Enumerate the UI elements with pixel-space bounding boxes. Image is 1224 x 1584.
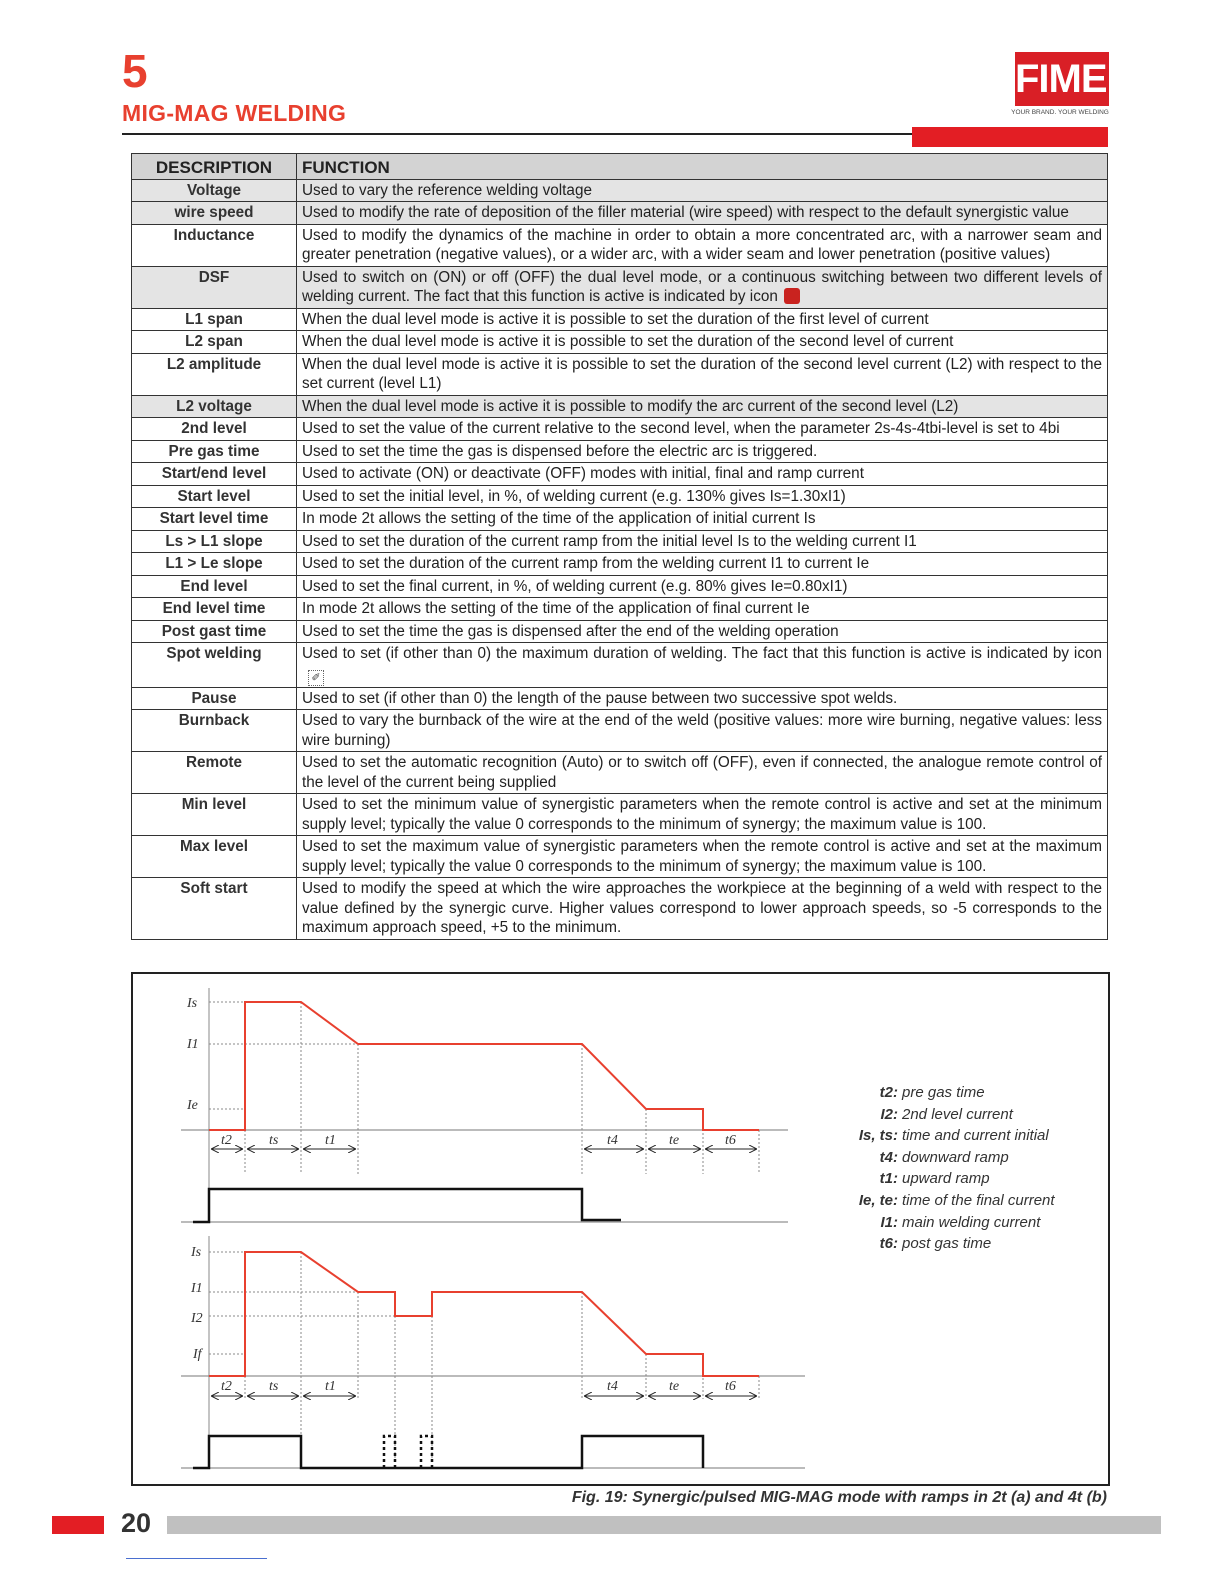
row-function: When the dual level mode is active it is possible to modify the arc current of the second level (L2) [297,395,1108,418]
footer-line [126,1558,267,1559]
label-te-bottom: te [669,1379,680,1394]
footer-gray-bar [167,1516,1161,1534]
row-description: Start/end level [132,463,297,486]
row-description: Burnback [132,710,297,752]
chapter-number: 5 [122,45,148,97]
legend-item: t2: pre gas time [879,1084,985,1101]
row-function: Used to set the time the gas is dispensed before the electric arc is triggered. [297,440,1108,463]
row-description: Max level [132,836,297,878]
row-function: When the dual level mode is active it is possible to set the duration of the first level of current [297,308,1108,331]
row-description: Start level [132,485,297,508]
row-description: L1 > Le slope [132,553,297,576]
legend-item: t4: downward ramp [879,1148,1009,1166]
label-i1-top: I1 [187,1037,199,1052]
legend-item: I2: 2nd level current [880,1105,1013,1123]
trigger-pulse-dashed-1 [384,1436,395,1468]
row-description: 2nd level [132,418,297,441]
label-if-bottom: If [193,1347,202,1362]
label-t4-bottom: t4 [607,1379,618,1394]
row-description: L2 span [132,331,297,354]
table-row [132,224,1108,266]
row-function-text: Used to switch on (ON) or off (OFF) the dual level mode, or a continuous switching between two different levels of welding current. The fact that this function is active is indicated by icon [302,268,1102,305]
label-is-bottom: Is [191,1245,202,1260]
table-row [132,308,1108,331]
row-function [297,643,1108,688]
table-row [132,553,1108,576]
spot-welding-icon: ✐ [308,670,324,686]
table-row [132,353,1108,395]
row-description: wire speed [132,202,297,225]
label-i2-bottom: I2 [191,1311,203,1326]
label-t4-top: t4 [607,1133,618,1148]
header-red-bar [912,127,1108,147]
row-function: When the dual level mode is active it is possible to set the duration of the second level of current [297,331,1108,354]
table-row [132,598,1108,621]
label-is-top: Is [187,996,198,1011]
figure-caption: Fig. 19: Synergic/pulsed MIG-MAG mode with ramps in 2t (a) and 4t (b) [571,1489,1107,1506]
fimer-logo: FIMER [1015,52,1109,106]
row-function: In mode 2t allows the setting of the time of the application of initial current Is [297,508,1108,531]
row-description: Post gast time [132,620,297,643]
label-t1-top: t1 [325,1133,336,1148]
row-description: End level time [132,598,297,621]
row-description: L2 voltage [132,395,297,418]
row-function: Used to activate (ON) or deactivate (OFF) modes with initial, final and ramp current [297,463,1108,486]
current-curve-bottom [209,1252,759,1376]
table-row [132,836,1108,878]
table-row [132,643,1108,688]
row-description: DSF [132,266,297,308]
header-description: DESCRIPTION [132,154,297,180]
row-function: Used to set the initial level, in %, of welding current (e.g. 130% gives Is=1.30xI1) [297,485,1108,508]
row-function: Used to set the duration of the current ramp from the welding current I1 to current Ie [297,553,1108,576]
header-rule [122,133,912,135]
row-function: When the dual level mode is active it is possible to set the duration of the second level current (L2) with respect to the set current (level L1) [297,353,1108,395]
label-ts-top: ts [269,1133,279,1148]
trigger-signal-bottom [193,1436,703,1468]
row-function: Used to set the minimum value of synergistic parameters when the remote control is active and set at the minimum supply level; typically the value 0 corresponds to the minimum of synergy; the maximum value is 100. [297,794,1108,836]
legend-item: t1: upward ramp [879,1170,990,1188]
table-row [132,687,1108,710]
header-function: FUNCTION [297,154,1108,180]
page-number: 20 [121,1508,152,1538]
table-row [132,620,1108,643]
row-description: Ls > L1 slope [132,530,297,553]
trigger-pulse-dashed-2 [421,1436,432,1468]
row-description: Inductance [132,224,297,266]
row-function: Used to set the duration of the current ramp from the initial level Is to the welding current I1 [297,530,1108,553]
label-t1-bottom: t1 [325,1379,336,1394]
row-description: Pre gas time [132,440,297,463]
row-function: Used to modify the rate of deposition of the filler material (wire speed) with respect to the default synergistic value [297,202,1108,225]
row-description: End level [132,575,297,598]
table-row [132,463,1108,486]
table-row [132,179,1108,202]
label-t6-bottom: t6 [725,1379,736,1394]
row-function: Used to set (if other than 0) the length of the pause between two successive spot welds. [297,687,1108,710]
row-function: In mode 2t allows the setting of the time of the application of final current Ie [297,598,1108,621]
diagram-legend [850,1082,1055,1255]
label-i1-bottom: I1 [191,1281,203,1296]
table-row [132,794,1108,836]
row-function: Used to modify the dynamics of the machine in order to obtain a more concentrated arc, with a narrower seam and greater penetration (negative values), or a wider arc, with a wider seam and lower penetration (positive values) [297,224,1108,266]
current-curve-top [209,1002,759,1130]
label-ie-top: Ie [187,1098,198,1113]
row-function: Used to set the final current, in %, of welding current (e.g. 80% gives Ie=0.80xI1) [297,575,1108,598]
function-table [131,153,1108,940]
label-te-top: te [669,1133,680,1148]
row-function [297,266,1108,308]
trigger-signal-top [193,1189,621,1222]
row-function: Used to vary the burnback of the wire at the end of the weld (positive values: more wire burning, negative values: less wire burning) [297,710,1108,752]
row-description: Voltage [132,179,297,202]
table-row [132,575,1108,598]
table-row [132,530,1108,553]
table-row [132,202,1108,225]
row-function: Used to modify the speed at which the wire approaches the workpiece at the beginning of a weld with respect to the value defined by the synergic curve. Higher values correspond to lower approach speeds, so -5 corresponds to the maximum approach speed, +5 to the minimum. [297,878,1108,940]
table-row [132,418,1108,441]
logo-tagline: YOUR BRAND. YOUR WELDING [1011,109,1109,116]
table-row [132,395,1108,418]
label-t2-top: t2 [221,1133,232,1148]
table-row [132,331,1108,354]
chapter-title: MIG-MAG WELDING [122,100,347,126]
row-description: Start level time [132,508,297,531]
table-row [132,508,1108,531]
row-function: Used to set the time the gas is dispensed after the end of the welding operation [297,620,1108,643]
table-row [132,485,1108,508]
legend-item: I1: main welding current [880,1213,1041,1231]
row-description: L2 amplitude [132,353,297,395]
row-function: Used to set the automatic recognition (Auto) or to switch off (OFF), even if connected, the analogue remote control of the level of the current being supplied [297,752,1108,794]
table-row [132,752,1108,794]
row-description: Remote [132,752,297,794]
table-row [132,878,1108,940]
label-t6-top: t6 [725,1133,736,1148]
row-function: Used to vary the reference welding voltage [297,179,1108,202]
label-t2-bottom: t2 [221,1379,232,1394]
table-row [132,266,1108,308]
row-description: Pause [132,687,297,710]
legend-item: t6: post gas time [879,1235,992,1253]
legend-item: Is, ts: time and current initial [858,1127,1049,1145]
row-function: Used to set the value of the current relative to the second level, when the parameter 2s-4s-4tbi-level is set to 4bi [297,418,1108,441]
row-description: L1 span [132,308,297,331]
legend-item: Ie, te: time of the final current [858,1191,1055,1209]
row-function-text: Used to set (if other than 0) the maximum duration of welding. The fact that this function is active is indicated by icon [302,645,1102,662]
table-row [132,710,1108,752]
label-ts-bottom: ts [269,1379,279,1394]
row-function: Used to set the maximum value of synergistic parameters when the remote control is active and set at the maximum supply level; typically the value 0 corresponds to the minimum of synergy; the maximum value is 100. [297,836,1108,878]
dsf-icon [784,288,800,304]
table-row [132,440,1108,463]
row-description: Min level [132,794,297,836]
row-description: Spot welding [132,643,297,688]
row-description: Soft start [132,878,297,940]
footer-red-bar [52,1516,104,1534]
